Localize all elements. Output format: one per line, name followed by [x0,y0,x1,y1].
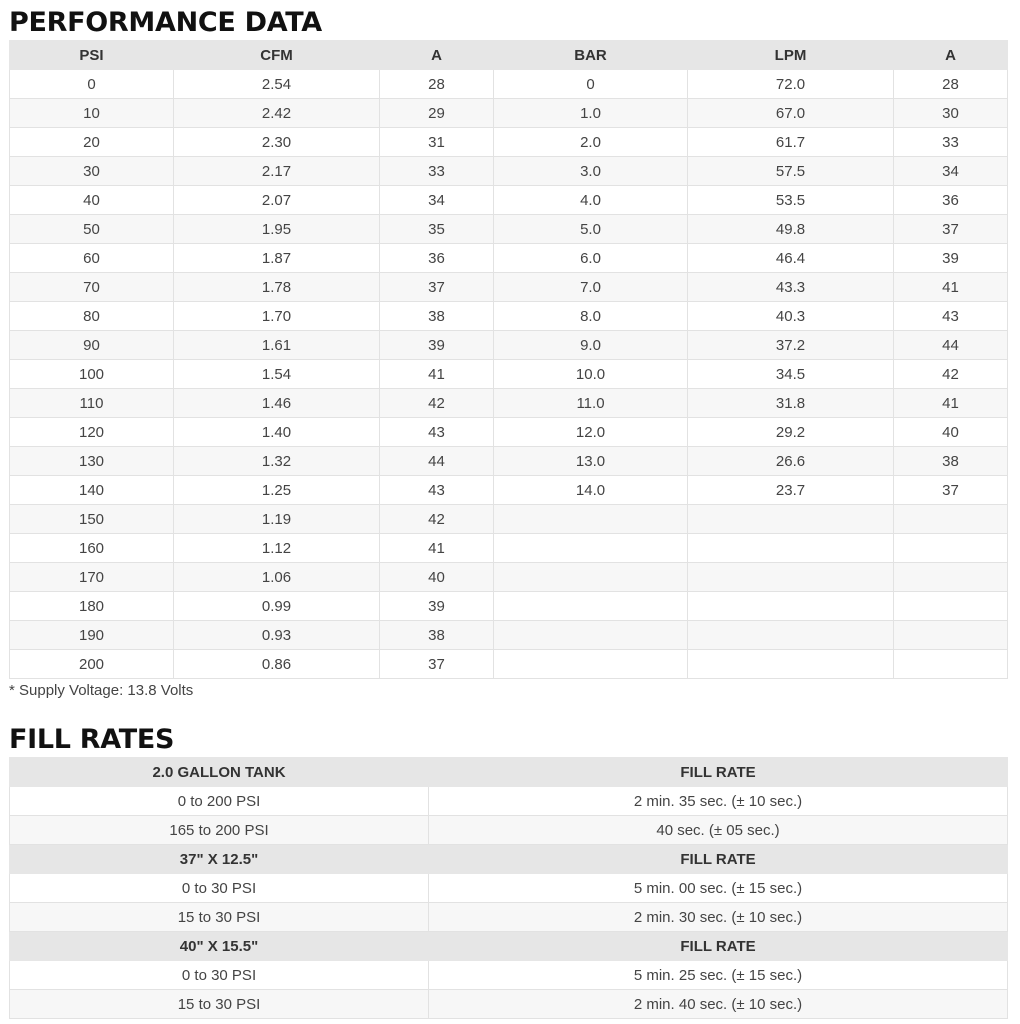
fill-time-cell: 40 sec. (± 05 sec.) [429,816,1008,845]
amps-cell: 41 [380,360,494,389]
table-row [10,505,1008,534]
header-amps-metric: A [894,41,1008,70]
cfm-cell: 1.12 [174,534,380,563]
table-row [10,563,1008,592]
lpm-cell: 46.4 [688,244,894,273]
cfm-cell: 2.17 [174,157,380,186]
fill-rates-table [9,757,1008,1019]
lpm-cell [688,621,894,650]
tank-size-header: 40" X 15.5" [10,932,429,961]
table-row [10,331,1008,360]
cfm-cell: 1.87 [174,244,380,273]
psi-cell: 150 [10,505,174,534]
amps-cell: 33 [380,157,494,186]
amps-metric-cell: 34 [894,157,1008,186]
amps-metric-cell: 44 [894,331,1008,360]
table-row [10,128,1008,157]
header-amps-imperial: A [380,41,494,70]
table-row [10,215,1008,244]
header-bar: BAR [494,41,688,70]
table-row [10,70,1008,99]
table-row [10,273,1008,302]
cfm-cell: 0.86 [174,650,380,679]
psi-cell: 120 [10,418,174,447]
amps-metric-cell [894,563,1008,592]
lpm-cell [688,563,894,592]
lpm-cell [688,534,894,563]
fill-rates-title: FILL RATES [9,724,175,755]
bar-cell [494,563,688,592]
fill-time-cell: 2 min. 35 sec. (± 10 sec.) [429,787,1008,816]
fill-rate-group-header [10,932,1008,961]
fill-rate-group-header [10,845,1008,874]
lpm-cell: 49.8 [688,215,894,244]
bar-cell [494,534,688,563]
table-row [10,650,1008,679]
bar-cell: 5.0 [494,215,688,244]
table-row [10,447,1008,476]
amps-cell: 37 [380,650,494,679]
header-lpm: LPM [688,41,894,70]
amps-metric-cell: 37 [894,215,1008,244]
cfm-cell: 1.78 [174,273,380,302]
bar-cell [494,621,688,650]
bar-cell: 14.0 [494,476,688,505]
cfm-cell: 1.61 [174,331,380,360]
amps-cell: 42 [380,389,494,418]
tank-size-header: 2.0 GALLON TANK [10,758,429,787]
table-row [10,787,1008,816]
lpm-cell [688,592,894,621]
table-row [10,621,1008,650]
table-row [10,389,1008,418]
amps-cell: 42 [380,505,494,534]
lpm-cell: 53.5 [688,186,894,215]
bar-cell: 8.0 [494,302,688,331]
pressure-range-cell: 165 to 200 PSI [10,816,429,845]
lpm-cell [688,505,894,534]
amps-metric-cell [894,534,1008,563]
fill-time-cell: 2 min. 30 sec. (± 10 sec.) [429,903,1008,932]
psi-cell: 60 [10,244,174,273]
bar-cell [494,650,688,679]
table-row [10,534,1008,563]
fill-rate-header: FILL RATE [429,932,1008,961]
bar-cell: 3.0 [494,157,688,186]
amps-metric-cell [894,650,1008,679]
amps-cell: 40 [380,563,494,592]
cfm-cell: 1.32 [174,447,380,476]
fill-rate-header: FILL RATE [429,845,1008,874]
table-row [10,592,1008,621]
pressure-range-cell: 15 to 30 PSI [10,990,429,1019]
psi-cell: 10 [10,99,174,128]
amps-cell: 44 [380,447,494,476]
psi-cell: 50 [10,215,174,244]
amps-metric-cell: 28 [894,70,1008,99]
lpm-cell: 37.2 [688,331,894,360]
table-row [10,99,1008,128]
cfm-cell: 1.46 [174,389,380,418]
table-row [10,157,1008,186]
fill-rate-group-header [10,758,1008,787]
lpm-cell: 26.6 [688,447,894,476]
fill-rate-header: FILL RATE [429,758,1008,787]
psi-cell: 160 [10,534,174,563]
table-row [10,903,1008,932]
table-row [10,186,1008,215]
table-row [10,476,1008,505]
lpm-cell: 61.7 [688,128,894,157]
pressure-range-cell: 0 to 200 PSI [10,787,429,816]
amps-cell: 34 [380,186,494,215]
bar-cell: 1.0 [494,99,688,128]
amps-cell: 29 [380,99,494,128]
amps-cell: 43 [380,418,494,447]
performance-data-title: PERFORMANCE DATA [9,7,322,38]
bar-cell: 0 [494,70,688,99]
bar-cell: 13.0 [494,447,688,476]
table-row [10,961,1008,990]
cfm-cell: 1.95 [174,215,380,244]
bar-cell: 7.0 [494,273,688,302]
cfm-cell: 1.25 [174,476,380,505]
psi-cell: 190 [10,621,174,650]
amps-metric-cell: 37 [894,476,1008,505]
bar-cell: 6.0 [494,244,688,273]
psi-cell: 140 [10,476,174,505]
psi-cell: 70 [10,273,174,302]
amps-cell: 39 [380,331,494,360]
bar-cell: 2.0 [494,128,688,157]
cfm-cell: 1.06 [174,563,380,592]
amps-metric-cell [894,621,1008,650]
table-row [10,816,1008,845]
cfm-cell: 0.93 [174,621,380,650]
amps-cell: 36 [380,244,494,273]
psi-cell: 100 [10,360,174,389]
pressure-range-cell: 0 to 30 PSI [10,874,429,903]
amps-metric-cell: 41 [894,273,1008,302]
amps-cell: 37 [380,273,494,302]
performance-header-row [10,41,1008,70]
bar-cell: 12.0 [494,418,688,447]
lpm-cell [688,650,894,679]
table-row [10,990,1008,1019]
amps-cell: 28 [380,70,494,99]
amps-cell: 41 [380,534,494,563]
table-row [10,418,1008,447]
fill-time-cell: 5 min. 25 sec. (± 15 sec.) [429,961,1008,990]
lpm-cell: 43.3 [688,273,894,302]
cfm-cell: 2.30 [174,128,380,157]
lpm-cell: 29.2 [688,418,894,447]
cfm-cell: 2.54 [174,70,380,99]
amps-metric-cell: 43 [894,302,1008,331]
amps-metric-cell: 33 [894,128,1008,157]
psi-cell: 0 [10,70,174,99]
amps-metric-cell: 39 [894,244,1008,273]
amps-cell: 38 [380,302,494,331]
amps-cell: 43 [380,476,494,505]
bar-cell: 4.0 [494,186,688,215]
amps-metric-cell [894,505,1008,534]
cfm-cell: 1.40 [174,418,380,447]
table-row [10,874,1008,903]
header-psi: PSI [10,41,174,70]
bar-cell [494,592,688,621]
psi-cell: 170 [10,563,174,592]
bar-cell: 9.0 [494,331,688,360]
tank-size-header: 37" X 12.5" [10,845,429,874]
psi-cell: 110 [10,389,174,418]
fill-time-cell: 5 min. 00 sec. (± 15 sec.) [429,874,1008,903]
psi-cell: 20 [10,128,174,157]
psi-cell: 80 [10,302,174,331]
table-row [10,360,1008,389]
table-row [10,302,1008,331]
amps-cell: 38 [380,621,494,650]
pressure-range-cell: 0 to 30 PSI [10,961,429,990]
psi-cell: 200 [10,650,174,679]
amps-metric-cell: 30 [894,99,1008,128]
cfm-cell: 2.42 [174,99,380,128]
lpm-cell: 23.7 [688,476,894,505]
amps-cell: 35 [380,215,494,244]
bar-cell: 11.0 [494,389,688,418]
fill-time-cell: 2 min. 40 sec. (± 10 sec.) [429,990,1008,1019]
bar-cell [494,505,688,534]
amps-metric-cell: 41 [894,389,1008,418]
cfm-cell: 1.70 [174,302,380,331]
table-row [10,244,1008,273]
psi-cell: 90 [10,331,174,360]
cfm-cell: 2.07 [174,186,380,215]
lpm-cell: 72.0 [688,70,894,99]
header-cfm: CFM [174,41,380,70]
lpm-cell: 67.0 [688,99,894,128]
cfm-cell: 1.19 [174,505,380,534]
amps-metric-cell: 36 [894,186,1008,215]
lpm-cell: 57.5 [688,157,894,186]
amps-metric-cell: 40 [894,418,1008,447]
bar-cell: 10.0 [494,360,688,389]
cfm-cell: 1.54 [174,360,380,389]
performance-table [9,40,1008,679]
pressure-range-cell: 15 to 30 PSI [10,903,429,932]
lpm-cell: 40.3 [688,302,894,331]
amps-metric-cell: 38 [894,447,1008,476]
psi-cell: 180 [10,592,174,621]
psi-cell: 30 [10,157,174,186]
psi-cell: 40 [10,186,174,215]
amps-metric-cell [894,592,1008,621]
lpm-cell: 34.5 [688,360,894,389]
lpm-cell: 31.8 [688,389,894,418]
amps-cell: 31 [380,128,494,157]
amps-cell: 39 [380,592,494,621]
amps-metric-cell: 42 [894,360,1008,389]
cfm-cell: 0.99 [174,592,380,621]
psi-cell: 130 [10,447,174,476]
supply-voltage-note: * Supply Voltage: 13.8 Volts [9,682,194,699]
